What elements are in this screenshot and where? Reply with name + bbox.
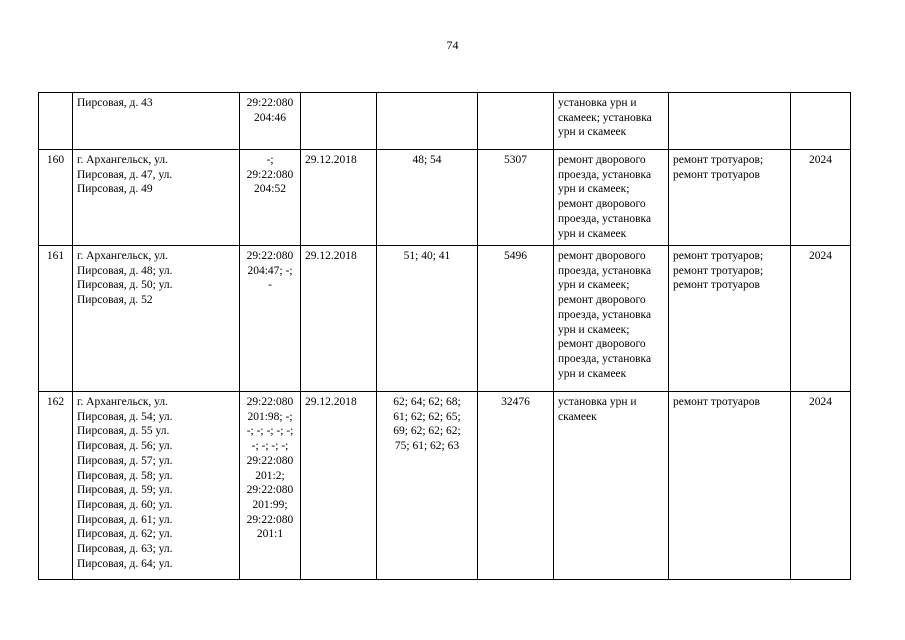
address-line: г. Архангельск, ул. <box>77 396 169 408</box>
houses-cell <box>377 150 478 246</box>
table-row <box>39 246 851 392</box>
area-cell: 5307 <box>478 150 554 246</box>
houses-cell <box>377 246 478 392</box>
works-line: проезда, установка <box>558 308 652 321</box>
address-line: Пирсовая, д. 43 <box>77 97 153 109</box>
cadastral-line: 29:22:080 <box>246 484 294 497</box>
works-line: проезда, установка <box>558 168 652 181</box>
address-cell <box>73 246 240 392</box>
cadastral-cell <box>240 150 301 246</box>
cadastral-cell <box>240 93 301 150</box>
table-body <box>39 93 851 580</box>
year-cell <box>791 93 851 150</box>
works-line: проезда, установка <box>558 212 652 225</box>
address-line: г. Архангельск, ул. <box>77 154 169 166</box>
additional-works-line: ремонт тротуаров <box>673 279 760 292</box>
houses-line: 51; 40; 41 <box>403 250 451 262</box>
address-line: Пирсовая, д. 47, ул. <box>77 168 173 181</box>
works-line: урн и скамеек <box>558 367 627 380</box>
additional-works-cell <box>669 150 791 246</box>
address-line: Пирсовая, д. 59; ул. <box>77 484 173 497</box>
cadastral-line: 201:98; -; <box>247 410 293 423</box>
address-line: Пирсовая, д. 55 ул. <box>77 425 170 438</box>
works-line: скамеек <box>558 410 597 423</box>
cadastral-line: 29:22:080 <box>246 454 294 467</box>
works-line: урн и скамеек; <box>558 279 630 292</box>
cadastral-line: 204:52 <box>254 183 286 196</box>
houses-line: 48; 54 <box>412 154 442 166</box>
cadastral-line: -; <box>266 154 274 166</box>
area-cell <box>478 93 554 150</box>
works-cell <box>554 150 669 246</box>
address-line: Пирсовая, д. 56; ул. <box>77 440 173 453</box>
area-cell: 32476 <box>478 392 554 580</box>
houses-line: 69; 62; 62; 62; <box>393 425 461 438</box>
additional-works-line: ремонт тротуаров; <box>673 154 764 166</box>
works-cell <box>554 392 669 580</box>
address-line: Пирсовая, д. 54; ул. <box>77 410 173 423</box>
year-cell: 2024 <box>791 392 851 580</box>
year-cell: 2024 <box>791 246 851 392</box>
works-line: ремонт дворового <box>558 338 646 351</box>
table-row <box>39 93 851 150</box>
year-cell: 2024 <box>791 150 851 246</box>
houses-cell <box>377 93 478 150</box>
address-line: Пирсовая, д. 57; ул. <box>77 454 173 467</box>
works-line: ремонт дворового <box>558 294 646 307</box>
houses-line: 61; 62; 62; 65; <box>393 410 461 423</box>
works-line: проезда, установка <box>558 352 652 365</box>
address-line: Пирсовая, д. 48; ул. <box>77 264 173 277</box>
cadastral-line: 29:22:080 <box>246 513 294 526</box>
cadastral-cell <box>240 246 301 392</box>
address-cell <box>73 150 240 246</box>
address-line: Пирсовая, д. 60; ул. <box>77 498 173 511</box>
works-line: урн и скамеек; <box>558 323 630 336</box>
address-line: Пирсовая, д. 64; ул. <box>77 557 173 570</box>
additional-works-line: ремонт тротуаров; <box>673 264 764 277</box>
works-line: проезда, установка <box>558 264 652 277</box>
table-row <box>39 150 851 246</box>
date-cell <box>301 93 377 150</box>
cadastral-line: 201:1 <box>256 528 284 541</box>
cadastral-line: 204:46 <box>254 111 286 124</box>
date-cell: 29.12.2018 <box>301 392 377 580</box>
improvement-table <box>38 92 851 580</box>
row-number-cell <box>39 93 73 150</box>
date-cell: 29.12.2018 <box>301 246 377 392</box>
works-cell <box>554 246 669 392</box>
address-line: Пирсовая, д. 61; ул. <box>77 513 173 526</box>
works-line: ремонт дворового <box>558 250 646 262</box>
houses-line: 62; 64; 62; 68; <box>393 396 461 408</box>
works-line: ремонт дворового <box>558 154 646 166</box>
address-cell <box>73 93 240 150</box>
address-line: Пирсовая, д. 62; ул. <box>77 528 173 541</box>
row-number-cell: 161 <box>39 246 73 392</box>
address-cell <box>73 392 240 580</box>
cadastral-cell <box>240 392 301 580</box>
address-line: г. Архангельск, ул. <box>77 250 169 262</box>
date-cell: 29.12.2018 <box>301 150 377 246</box>
houses-line: 75; 61; 62; 63 <box>394 440 460 453</box>
cadastral-line: 204:47; -; <box>247 264 293 277</box>
cadastral-line: 29:22:080 <box>246 97 294 109</box>
additional-works-line: ремонт тротуаров; <box>673 250 764 262</box>
cadastral-line: -; -; -; -; -; <box>246 425 294 438</box>
area-cell: 5496 <box>478 246 554 392</box>
additional-works-cell <box>669 392 791 580</box>
works-line: ремонт дворового <box>558 198 646 211</box>
cadastral-line: 29:22:080 <box>246 168 294 181</box>
works-line: урн и скамеек; <box>558 183 630 196</box>
works-line: урн и скамеек <box>558 126 627 139</box>
cadastral-line: -; -; -; -; <box>251 440 289 453</box>
address-line: Пирсовая, д. 52 <box>77 294 153 307</box>
address-line: Пирсовая, д. 58; ул. <box>77 469 173 482</box>
additional-works-line: ремонт тротуаров <box>673 396 760 408</box>
houses-cell <box>377 392 478 580</box>
additional-works-cell <box>669 93 791 150</box>
cadastral-line: 29:22:080 <box>246 250 294 262</box>
row-number-cell: 162 <box>39 392 73 580</box>
works-line: скамеек; установка <box>558 111 652 124</box>
cadastral-line: - <box>268 279 272 292</box>
cadastral-line: 29:22:080 <box>246 396 294 408</box>
table-row <box>39 392 851 580</box>
page-number: 74 <box>446 38 459 52</box>
cadastral-line: 201:99; <box>252 498 288 511</box>
additional-works-cell <box>669 246 791 392</box>
address-line: Пирсовая, д. 63; ул. <box>77 543 173 556</box>
works-line: установка урн и <box>558 396 637 408</box>
works-cell <box>554 93 669 150</box>
row-number-cell: 160 <box>39 150 73 246</box>
works-line: урн и скамеек <box>558 227 627 240</box>
address-line: Пирсовая, д. 49 <box>77 183 153 196</box>
additional-works-line: ремонт тротуаров <box>673 168 760 181</box>
address-line: Пирсовая, д. 50; ул. <box>77 279 173 292</box>
works-line: установка урн и <box>558 97 637 109</box>
cadastral-line: 201:2; <box>255 469 285 482</box>
